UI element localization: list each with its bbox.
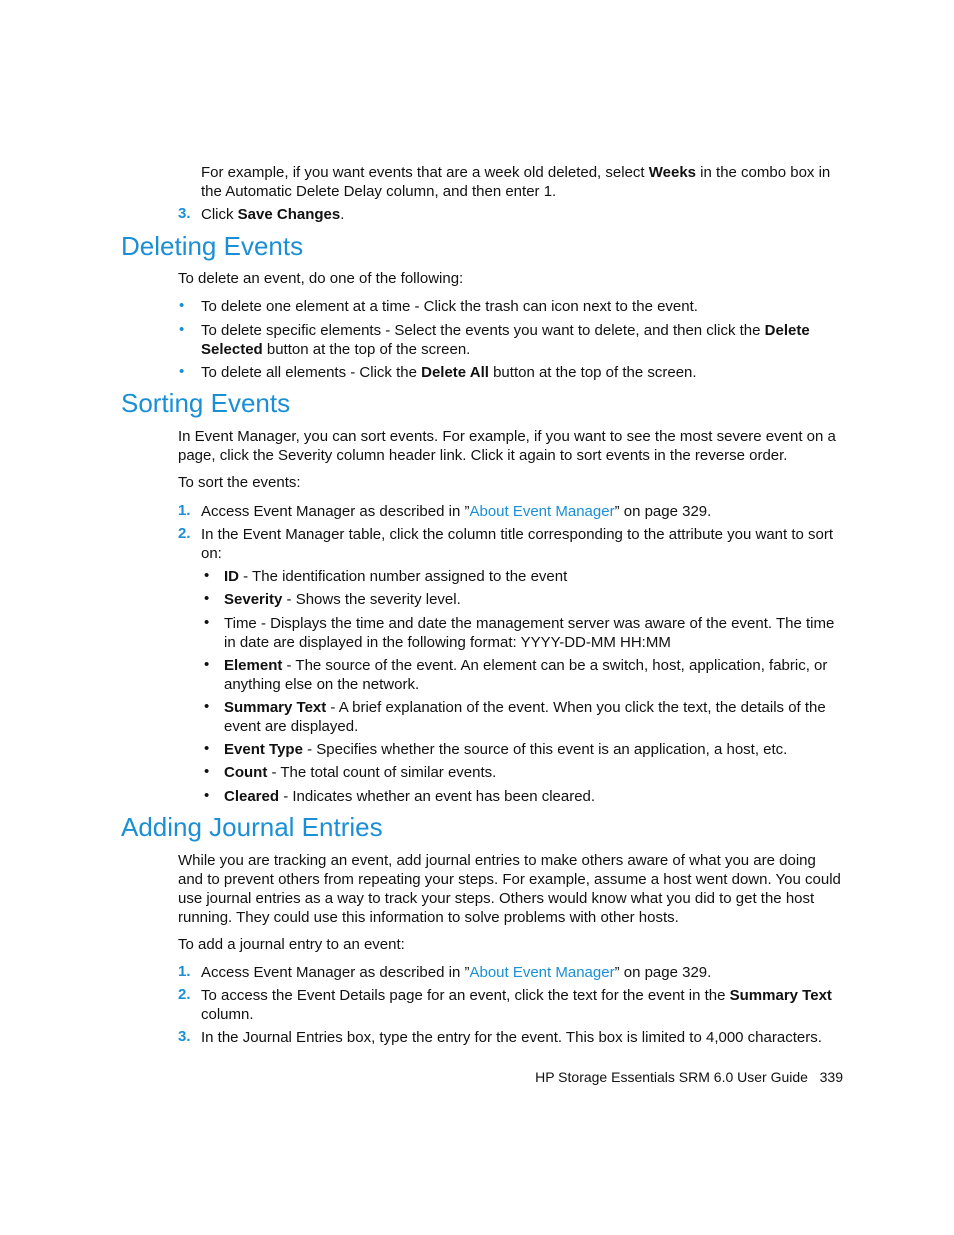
bullet-icon: • <box>204 698 210 715</box>
step-number: 1. <box>178 502 191 519</box>
step-number: 3. <box>178 1028 191 1045</box>
bullet-icon: • <box>204 656 210 673</box>
bullet-icon: • <box>204 567 210 584</box>
heading-adding-journal-entries: Adding Journal Entries <box>121 812 383 842</box>
page-footer <box>400 1068 843 1087</box>
deleting-bullet-2: To delete specific elements - Select the events you want to delete, and then click the Delete Selected button at the top of the screen. <box>201 322 810 358</box>
step-number: 3. <box>178 205 191 222</box>
journal-step-1: Access Event Manager as described in ”About Event Manager” on page 329. <box>201 964 712 981</box>
attribute-id: ID - The identification number assigned to the event <box>224 568 568 585</box>
deleting-lead: To delete an event, do one of the following: <box>178 270 464 287</box>
bullet-icon: • <box>204 614 210 631</box>
deleting-bullet-1: To delete one element at a time - Click the trash can icon next to the event. <box>201 298 698 315</box>
attribute-count: Count - The total count of similar events. <box>224 764 497 781</box>
about-event-manager-link[interactable]: About Event Manager <box>469 503 615 520</box>
journal-step-2: To access the Event Details page for an event, click the text for the event in the Summary Text column. <box>201 987 832 1023</box>
step-text: Click Save Changes. <box>201 206 345 223</box>
attribute-event-type: Event Type - Specifies whether the source of this event is an application, a host, etc. <box>224 741 788 758</box>
attribute-summary-text: Summary Text - A brief explanation of the event. When you click the text, the details of the event are displayed. <box>224 699 826 735</box>
attribute-time: Time - Displays the time and date the management server was aware of the event. The time in date are displayed in the following format: YYYY-DD-MM HH:MM <box>224 615 835 651</box>
bullet-icon: • <box>204 740 210 757</box>
bullet-icon: • <box>179 321 185 338</box>
journal-step-3: In the Journal Entries box, type the entry for the event. This box is limited to 4,000 characters. <box>201 1029 822 1046</box>
step-number: 2. <box>178 986 191 1003</box>
page-number: 339 <box>819 1069 843 1085</box>
footer-guide-title: HP Storage Essentials SRM 6.0 User Guide <box>535 1069 808 1085</box>
sorting-lead: To sort the events: <box>178 474 301 491</box>
bullet-icon: • <box>179 363 185 380</box>
attribute-element: Element - The source of the event. An element can be a switch, host, application, fabric, or anything else on the network. <box>224 657 828 693</box>
about-event-manager-link[interactable]: About Event Manager <box>469 964 615 981</box>
deleting-bullet-3: To delete all elements - Click the Delete All button at the top of the screen. <box>201 364 697 381</box>
bullet-icon: • <box>204 763 210 780</box>
sorting-step-1: Access Event Manager as described in ”About Event Manager” on page 329. <box>201 503 712 520</box>
journal-lead: To add a journal entry to an event: <box>178 936 405 953</box>
bullet-icon: • <box>179 297 185 314</box>
attribute-cleared: Cleared - Indicates whether an event has been cleared. <box>224 788 596 805</box>
sorting-step-2: In the Event Manager table, click the column title corresponding to the attribute you want to sort on: <box>201 526 834 562</box>
bullet-icon: • <box>204 590 210 607</box>
sorting-paragraph: In Event Manager, you can sort events. For example, if you want to see the most severe event on a page, click the Severity column header link. Click it again to sort events in the reverse order. <box>178 428 836 464</box>
intro-paragraph: For example, if you want events that are a week old deleted, select Weeks in the combo box in the Automatic Delete Delay column, and then enter 1. <box>201 164 831 200</box>
heading-deleting-events: Deleting Events <box>121 231 304 261</box>
step-number: 2. <box>178 525 191 542</box>
bullet-icon: • <box>204 787 210 804</box>
heading-sorting-events: Sorting Events <box>121 388 291 418</box>
journal-paragraph: While you are tracking an event, add journal entries to make others aware of what you are doing and to prevent others from repeating your steps. For example, assume a host went down. You could use journal entries as a way to track your steps. Others would know what you did to get the host running. They could use this information to solve problems with other hosts. <box>178 852 841 926</box>
step-number: 1. <box>178 963 191 980</box>
attribute-severity: Severity - Shows the severity level. <box>224 591 461 608</box>
